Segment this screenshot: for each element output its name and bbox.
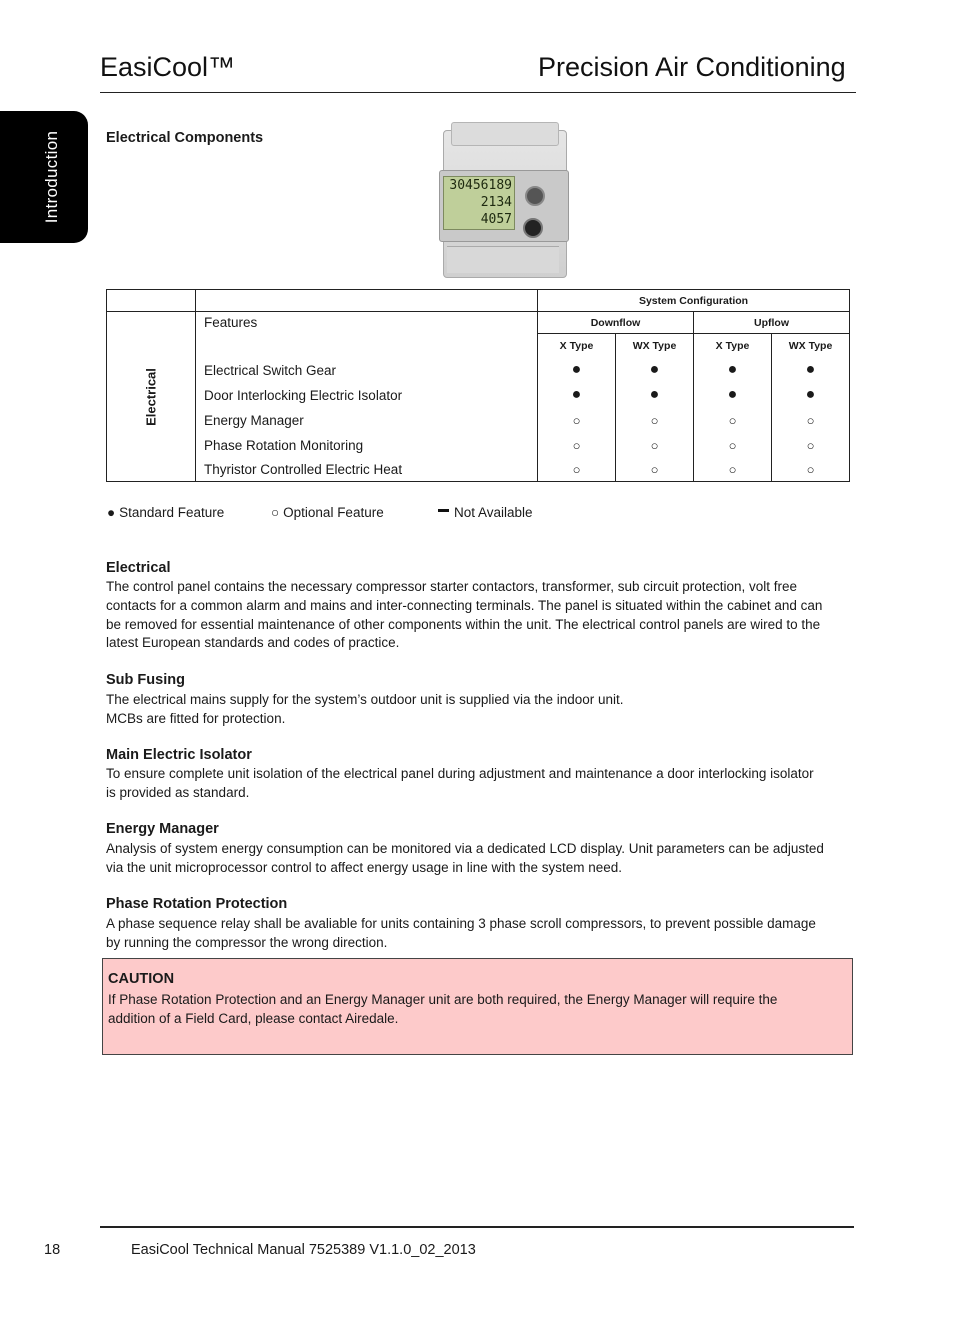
text-line: contacts for a common alarm and mains and inter-connecting terminals. The panel is situated within the cabinet and can bbox=[106, 597, 823, 613]
feature-mark: ○ bbox=[694, 458, 772, 482]
meter-selector-icon bbox=[523, 218, 543, 238]
feature-mark: ○ bbox=[538, 433, 616, 458]
meter-knob-icon bbox=[525, 186, 545, 206]
caution-box bbox=[102, 958, 853, 1055]
feature-mark: ● bbox=[772, 358, 850, 383]
text-line: is provided as standard. bbox=[106, 784, 250, 800]
type-header: X Type bbox=[694, 334, 772, 358]
feature-mark: ● bbox=[538, 383, 616, 408]
feature-name: Energy Manager bbox=[196, 408, 538, 433]
meter-top bbox=[451, 122, 559, 146]
features-table bbox=[106, 289, 850, 482]
paragraph-phase-rotation-protection bbox=[106, 915, 856, 953]
dash-icon bbox=[438, 509, 449, 512]
table-header-blank bbox=[196, 290, 538, 312]
table-row bbox=[107, 408, 850, 433]
page-number: 18 bbox=[44, 1242, 61, 1258]
legend-standard bbox=[107, 505, 224, 520]
text-line: The control panel contains the necessary compressor starter contactors, transformer, sub circuit protection, volt free bbox=[106, 579, 798, 594]
feature-mark: ○ bbox=[772, 433, 850, 458]
feature-mark: ○ bbox=[616, 458, 694, 482]
header-rule bbox=[100, 92, 856, 93]
feature-mark: ● bbox=[538, 358, 616, 383]
legend-not-available-label: Not Available bbox=[454, 505, 533, 520]
footer-text: EasiCool Technical Manual 7525389 V1.1.0_02_2013 bbox=[131, 1242, 476, 1258]
paragraph-main-electric-isolator bbox=[106, 765, 856, 803]
legend-standard-label: Standard Feature bbox=[119, 505, 225, 520]
feature-mark: ○ bbox=[616, 433, 694, 458]
feature-mark: ● bbox=[694, 358, 772, 383]
caution-title: CAUTION bbox=[108, 971, 175, 987]
meter-lcd-line: 4057 bbox=[480, 212, 512, 227]
meter-lcd-line: 2134 bbox=[480, 195, 512, 210]
category-cell bbox=[107, 312, 196, 482]
table-row bbox=[107, 458, 850, 482]
paragraph-electrical bbox=[106, 578, 856, 653]
meter-lcd-line: 30456189 bbox=[449, 178, 512, 193]
energy-meter-image bbox=[437, 122, 569, 278]
feature-mark: ● bbox=[616, 383, 694, 408]
heading-energy-manager: Energy Manager bbox=[106, 821, 219, 837]
text-line: If Phase Rotation Protection and an Energy Manager unit are both required, the Energy Manager will require the bbox=[108, 992, 778, 1007]
text-line: latest European standards and codes of practice. bbox=[106, 635, 400, 651]
type-header: WX Type bbox=[616, 334, 694, 358]
feature-mark: ● bbox=[772, 383, 850, 408]
open-circle-icon: ○ bbox=[271, 505, 280, 520]
table-row bbox=[107, 433, 850, 458]
text-line: Analysis of system energy consumption can be monitored via a dedicated LCD display. Unit parameters can be adjusted bbox=[106, 841, 824, 856]
feature-name: Thyristor Controlled Electric Heat bbox=[196, 458, 538, 482]
meter-lcd bbox=[443, 176, 515, 230]
feature-name: Door Interlocking Electric Isolator bbox=[196, 383, 538, 408]
text-line: The electrical mains supply for the system’s outdoor unit is supplied via the indoor unit. bbox=[106, 692, 624, 707]
feature-name: Electrical Switch Gear bbox=[196, 358, 538, 383]
feature-mark: ● bbox=[616, 358, 694, 383]
heading-main-electric-isolator: Main Electric Isolator bbox=[106, 747, 252, 763]
table-corner-cell bbox=[107, 290, 196, 312]
text-line: MCBs are fitted for protection. bbox=[106, 710, 286, 726]
text-line: addition of a Field Card, please contact Airedale. bbox=[108, 1010, 399, 1026]
legend-not-available bbox=[438, 505, 533, 520]
heading-electrical: Electrical bbox=[106, 560, 171, 576]
text-line: be removed for essential maintenance of other components within the unit. The electrical control panels are wired to the bbox=[106, 616, 821, 632]
feature-mark: ○ bbox=[694, 408, 772, 433]
feature-mark: ○ bbox=[616, 408, 694, 433]
text-line: To ensure complete unit isolation of the electrical panel during adjustment and maintenance a door interlocking isolator bbox=[106, 766, 814, 781]
text-line: by running the compressor the wrong direction. bbox=[106, 934, 388, 950]
paragraph-sub-fusing bbox=[106, 691, 856, 729]
feature-mark: ○ bbox=[772, 458, 850, 482]
text-line: A phase sequence relay shall be avaliable for units containing 3 phase scroll compressors, to prevent possible damage bbox=[106, 916, 816, 931]
feature-mark: ○ bbox=[538, 408, 616, 433]
table-row bbox=[107, 383, 850, 408]
group-header-upflow: Upflow bbox=[694, 312, 850, 334]
feature-mark: ○ bbox=[538, 458, 616, 482]
meter-terminals bbox=[447, 246, 559, 273]
section-title: Electrical Components bbox=[106, 130, 264, 146]
caution-text bbox=[108, 991, 843, 1029]
feature-mark: ○ bbox=[694, 433, 772, 458]
features-spacer bbox=[196, 334, 538, 358]
category-bottom-edge bbox=[107, 482, 196, 483]
heading-phase-rotation-protection: Phase Rotation Protection bbox=[106, 896, 288, 912]
filled-circle-icon: ● bbox=[107, 505, 116, 520]
header-product-title: EasiCool™ bbox=[100, 52, 236, 82]
group-header-downflow: Downflow bbox=[538, 312, 694, 334]
feature-name: Phase Rotation Monitoring bbox=[196, 433, 538, 458]
category-label: Electrical bbox=[143, 367, 159, 426]
type-header: WX Type bbox=[772, 334, 850, 358]
feature-mark: ○ bbox=[772, 408, 850, 433]
legend-optional bbox=[271, 505, 384, 520]
text-line: via the unit microprocessor control to affect energy usage in line with the system need. bbox=[106, 859, 623, 875]
side-tab-label: Introduction bbox=[42, 130, 61, 224]
header-document-title: Precision Air Conditioning bbox=[538, 52, 846, 82]
system-configuration-header: System Configuration bbox=[538, 290, 850, 312]
feature-mark: ● bbox=[694, 383, 772, 408]
paragraph-energy-manager bbox=[106, 840, 856, 878]
features-header: Features bbox=[196, 312, 538, 334]
footer-rule bbox=[100, 1226, 854, 1228]
legend-optional-label: Optional Feature bbox=[283, 505, 384, 520]
heading-sub-fusing: Sub Fusing bbox=[106, 672, 185, 688]
table-row bbox=[107, 358, 850, 383]
type-header: X Type bbox=[538, 334, 616, 358]
